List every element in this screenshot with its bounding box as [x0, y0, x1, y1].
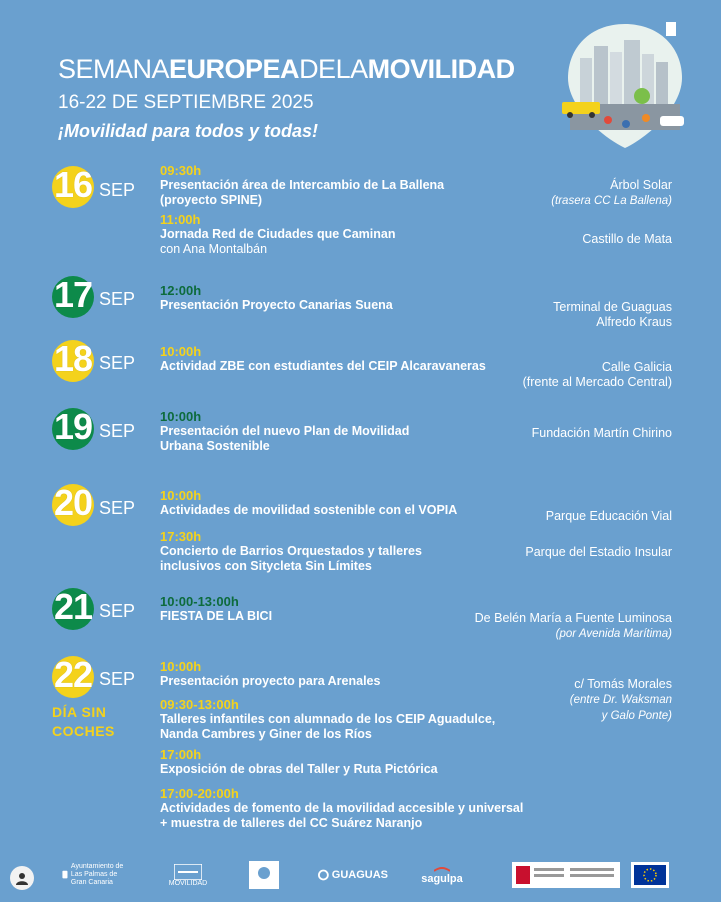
- day-month: SEP: [99, 180, 136, 200]
- location-name: c/ Tomás Morales: [574, 677, 672, 691]
- day-badge-20: [52, 482, 136, 526]
- person-icon: [15, 871, 29, 885]
- day-number: 19: [54, 406, 93, 447]
- event-time: 10:00h: [160, 409, 202, 424]
- event-location: [523, 360, 672, 390]
- event-time: 10:00h: [160, 488, 202, 503]
- location-name: Parque del Estadio Insular: [525, 545, 672, 559]
- event-slogan: ¡Movilidad para todos y todas!: [58, 121, 319, 141]
- event-title-line: inclusivos con Sitycleta Sin Límites: [160, 559, 372, 573]
- event-time: 17:00h: [160, 747, 202, 762]
- event-title-line: Presentación proyecto para Arenales: [160, 674, 381, 688]
- event-item: [160, 594, 272, 624]
- event-title-line: Presentación área de Intercambio de La Ballena: [160, 178, 445, 192]
- event-time: 11:00h: [160, 212, 201, 227]
- crest-icon: [249, 861, 279, 889]
- event-title-line: Actividades de movilidad sostenible con el VOPIA: [160, 503, 458, 517]
- day-month: SEP: [99, 353, 136, 373]
- title-part-dela: DELA: [299, 54, 368, 84]
- logo-text: Ayuntamiento de Las Palmas de Gran Canaria: [70, 863, 124, 886]
- event-item: [160, 786, 523, 831]
- event-time: 17:30h: [160, 529, 202, 544]
- event-location: [570, 677, 672, 724]
- event-title-line: Presentación Proyecto Canarias Suena: [160, 298, 393, 312]
- event-time: 10:00h: [160, 659, 202, 674]
- logo-text: sagulpa: [421, 873, 463, 885]
- event-time: 09:30-13:00h: [160, 697, 239, 712]
- location-detail: y Galo Ponte): [601, 710, 672, 722]
- event-dates: 16-22 DE SEPTIEMBRE 2025: [58, 92, 314, 113]
- event-time: 10:00h: [160, 344, 202, 359]
- day-badge-21: [52, 586, 136, 630]
- event-time: 17:00-20:00h: [160, 786, 239, 801]
- event-title-line: Urbana Sostenible: [160, 439, 270, 453]
- event-title-line: Concierto de Barrios Orquestados y talleres: [160, 544, 422, 558]
- event-location: [546, 509, 672, 524]
- location-name: Alfredo Kraus: [596, 315, 672, 329]
- logo-eu: [630, 860, 670, 890]
- day-number: 16: [54, 164, 93, 205]
- event-location: [551, 178, 672, 209]
- day-badge-18: [52, 338, 136, 382]
- event-location: [553, 300, 672, 330]
- profile-icon[interactable]: [10, 866, 34, 890]
- location-name: Árbol Solar: [610, 178, 672, 192]
- event-title: [58, 54, 515, 85]
- day-month: SEP: [99, 421, 136, 441]
- event-item: [160, 488, 457, 518]
- dia-sin-coches-line2: COCHES: [52, 723, 115, 739]
- day-badge-19: [52, 406, 136, 450]
- government-logo-icon: [512, 862, 620, 888]
- day-month: SEP: [99, 289, 136, 309]
- sagulpa-wave-icon: [434, 865, 450, 873]
- location-name: Terminal de Guaguas: [553, 300, 672, 314]
- event-title-line: Talleres infantiles con alumnado de los CEIP Aguadulce,: [160, 712, 496, 726]
- movilidad-mark-icon: [174, 864, 202, 880]
- location-detail: (entre Dr. Waksman: [569, 694, 672, 706]
- event-location: [475, 611, 672, 642]
- event-title-line: Actividades de fomento de la movilidad accesible y universal: [160, 801, 524, 815]
- logo-gobierno-espana: [512, 860, 620, 890]
- location-detail: (frente al Mercado Central): [522, 375, 672, 389]
- logo-guaguas: [318, 860, 388, 890]
- event-title-line: Actividad ZBE con estudiantes del CEIP Alcaravaneras: [160, 359, 486, 373]
- event-title-line: FIESTA DE LA BICI: [160, 609, 273, 623]
- event-title-line: con Ana Montalbán: [160, 242, 268, 256]
- event-item: [160, 659, 380, 689]
- day-number: 18: [54, 338, 93, 379]
- logo-text: MOVILIDAD: [168, 879, 208, 887]
- day-number: 17: [54, 274, 93, 315]
- location-name: Calle Galicia: [601, 360, 672, 374]
- title-part-movilidad: MOVILIDAD: [367, 54, 515, 84]
- title-part-semana: SEMANA: [58, 54, 170, 84]
- event-location: [525, 545, 672, 560]
- logo-movilidad: [168, 860, 208, 890]
- event-title-line: (proyecto SPINE): [160, 193, 263, 207]
- event-item: [160, 283, 393, 313]
- event-time: 09:30h: [160, 163, 202, 178]
- map-pin-city-illustration: [560, 18, 690, 148]
- title-part-europea: EUROPEA: [169, 54, 300, 84]
- event-title-line: Presentación del nuevo Plan de Movilidad: [160, 424, 410, 438]
- event-time: 12:00h: [160, 283, 202, 298]
- event-title-line: + muestra de talleres del CC Suárez Naranjo: [160, 816, 423, 830]
- event-item: [160, 529, 422, 574]
- coat-of-arms-icon: [62, 863, 68, 887]
- location-name: De Belén María a Fuente Luminosa: [474, 611, 672, 625]
- event-item: [160, 409, 409, 454]
- day-badge-16: [52, 164, 136, 208]
- location-detail: (trasera CC La Ballena): [551, 195, 672, 207]
- event-item: [160, 344, 486, 374]
- logo-text: GUAGUAS: [331, 869, 388, 881]
- day-badge-17: [52, 274, 136, 318]
- event-location: [582, 232, 672, 247]
- event-item: [160, 697, 495, 742]
- location-detail: (por Avenida Marítima): [555, 628, 672, 640]
- day-number: 21: [54, 586, 93, 627]
- day-number: 20: [54, 482, 93, 523]
- event-time: 10:00-13:00h: [160, 594, 239, 609]
- event-item: [160, 212, 395, 257]
- logo-crest: [248, 860, 280, 890]
- day-badge-22: [52, 654, 136, 698]
- logo-sagulpa: [414, 860, 470, 890]
- event-location: [532, 426, 672, 441]
- location-name: Fundación Martín Chirino: [531, 426, 672, 440]
- day-month: SEP: [99, 498, 136, 518]
- event-item: [160, 747, 438, 777]
- day-month: SEP: [99, 601, 136, 621]
- location-name: Parque Educación Vial: [545, 509, 672, 523]
- dia-sin-coches-label: [52, 703, 115, 741]
- location-name: Castillo de Mata: [582, 232, 672, 246]
- dia-sin-coches-line1: DÍA SIN: [52, 704, 107, 720]
- guaguas-icon: [318, 869, 329, 881]
- logo-ayuntamiento: [62, 860, 132, 890]
- eu-flag-icon: [631, 862, 669, 888]
- event-title-line: Exposición de obras del Taller y Ruta Pictórica: [160, 762, 438, 776]
- event-title-line: Nanda Cambres y Giner de los Ríos: [160, 727, 372, 741]
- day-number: 22: [54, 654, 93, 695]
- day-month: SEP: [99, 669, 136, 689]
- event-item: [160, 163, 444, 208]
- event-title-line: Jornada Red de Ciudades que Caminan: [160, 227, 396, 241]
